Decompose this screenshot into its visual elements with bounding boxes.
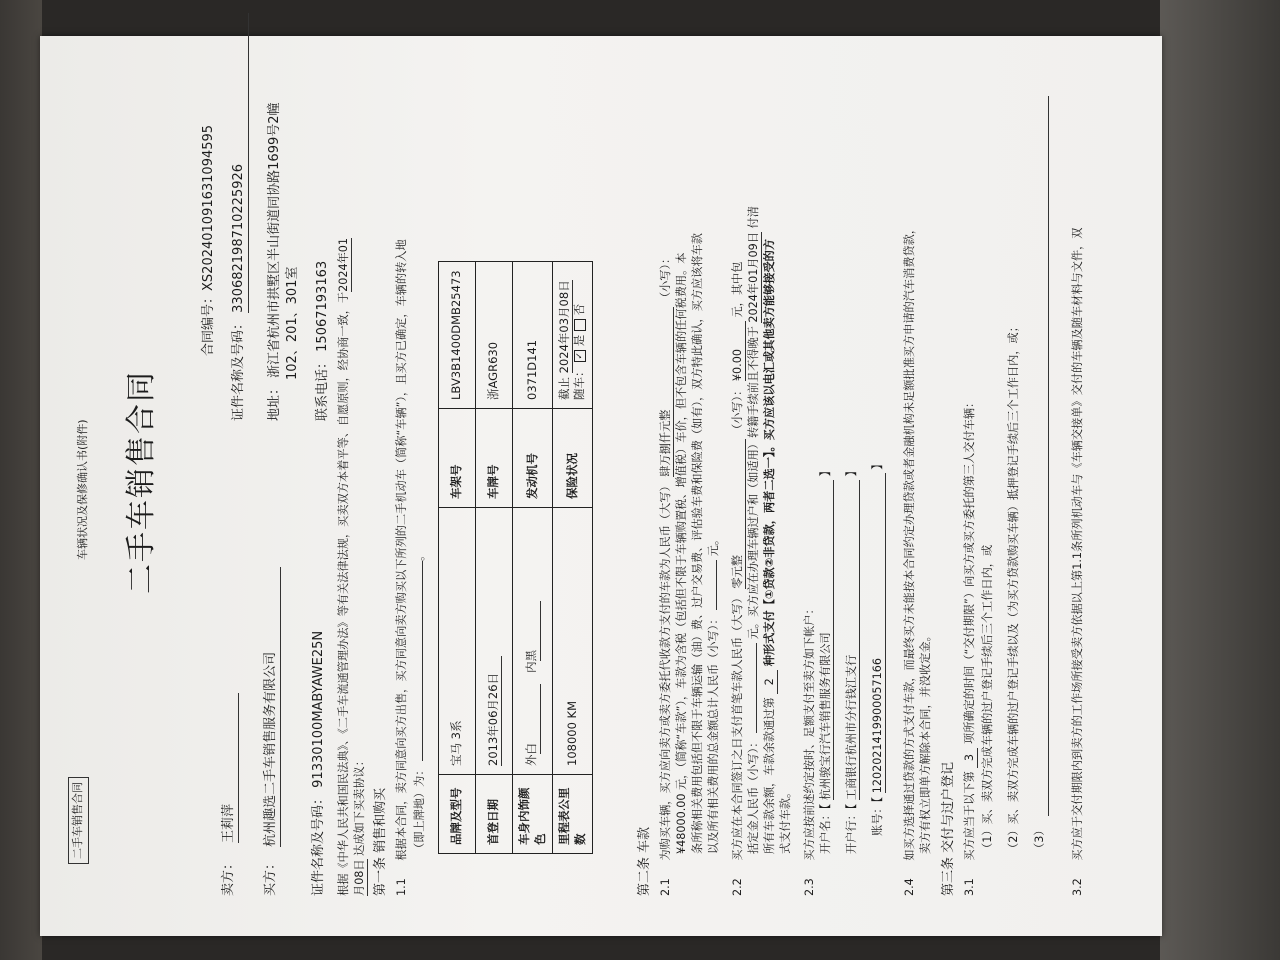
clause-3-1-text1a: 买方应当于以下第 <box>963 771 976 861</box>
account-name-row <box>818 465 834 854</box>
seller-addr-line1: 浙江省杭州市拱墅区半山街道同协路1699号2幢 <box>267 102 282 378</box>
checkbox-checked-icon[interactable]: ✓ <box>574 350 586 362</box>
clause-1-1-line1: 根据本合同，卖方同意向买方出售，买方同意向卖方购买以下所列的二手机动车（简称“车辆”），且买方已确定，车辆的转入地 <box>395 239 408 861</box>
clause-2-4-line2: 卖方有权立即单方解除本合同，并没收定金。 <box>919 630 932 854</box>
clause-2-2-text3b: 种形式支付【①贷款②非贷款，两者二选一】。买方应该以电汇或其他卖方能够接受的方 <box>763 238 776 667</box>
insurance-until-label: 截止 <box>557 377 572 400</box>
clause-3-1-item3 <box>1032 825 1047 855</box>
clause-2-2-line2 <box>746 206 762 854</box>
color-label: 车身内饰颜色 <box>513 775 553 854</box>
account-bank-value: 工商银行杭州市分行钱江支行 <box>844 480 860 800</box>
first-payment-amount: ¥0.00 <box>730 321 746 381</box>
clause-2-2-text1: 买方应在本合同签订之日支付首笔车款人民币（大写） <box>731 592 744 861</box>
table-row <box>513 262 553 854</box>
table-row <box>476 262 513 854</box>
clause-3-1-line1 <box>962 397 978 896</box>
account-no-label: 账号：【 <box>871 796 884 836</box>
account-no-value: 1202021419900057166 <box>870 473 886 793</box>
ext-color-value: 白 <box>524 685 541 755</box>
insurance-date: 2024年03月08日 <box>557 280 572 374</box>
clause-3-1-text1b: 项所确定的时间（“交付期限”）向买方或买方委托的第三人交付车辆： <box>963 396 976 744</box>
account-name-label: 开户名：【 <box>819 803 832 854</box>
clause-2-1-no: 2.1 <box>659 878 672 896</box>
contract-document <box>40 36 1162 936</box>
seller-addr-label: 地址： <box>267 381 282 421</box>
clause-2-1-line1 <box>658 253 674 896</box>
checkbox-unchecked-icon[interactable] <box>574 319 586 331</box>
seller-id-label: 证件名称及号码： <box>231 316 246 421</box>
account-name-bracket: 】 <box>819 465 832 477</box>
seller-id-row <box>230 13 249 421</box>
insurance-no-label: 否 <box>572 303 587 316</box>
clause-2-2-text3a: 所有车款余额，车款余款通过第 <box>763 697 776 854</box>
clause-2-2-line3 <box>762 239 778 854</box>
buyer-id-row <box>310 631 328 896</box>
account-bank-row <box>844 465 860 854</box>
clause-2-1-text4-end: 元。 <box>707 533 720 557</box>
reg-date-text: 2013年06月26日 <box>486 656 503 766</box>
mileage-value: 108000 KM <box>553 508 593 775</box>
clause-1-1 <box>394 239 409 896</box>
contract-no-value: XS202401091631094595 <box>201 124 216 291</box>
vin-label: 车架号 <box>439 409 476 508</box>
preamble-date-part1: 2024年01 <box>336 238 352 292</box>
seller-phone-label: 联系电话： <box>315 355 330 421</box>
insurance-yes-label: 是 <box>572 334 587 347</box>
int-color-label: 内 <box>524 661 539 673</box>
clause-2-2-text1-mid: （小写）： <box>731 384 744 435</box>
color-value <box>513 508 553 775</box>
preamble-line1 <box>336 238 352 896</box>
preamble-line2 <box>352 755 368 896</box>
brand-value: 宝马 3系 <box>439 508 476 775</box>
delivery-option-number: 3 <box>962 748 978 768</box>
preamble-text: 根据《中华人民共和国民法典》、《二手车流通管理办法》等有关法律法规，买卖双方本着平等、自愿原则，经协商一致，于 <box>337 291 350 896</box>
transfer-location-field <box>422 561 423 761</box>
plate-value: 浙AGR630 <box>476 262 513 409</box>
clause-3-1-no: 3.1 <box>963 878 976 896</box>
article3-title: 第三条 交付与过户登记 <box>941 761 956 896</box>
clause-2-1-text1-end: （小写）： <box>659 252 672 304</box>
clause-2-3-no: 2.3 <box>803 878 816 896</box>
header-subtitle: 车辆状况及保修确认书(附件) <box>76 419 89 560</box>
clause-2-1-line2 <box>674 253 689 854</box>
clause-2-4-no: 2.4 <box>903 878 916 896</box>
seller-phone-row <box>314 261 332 421</box>
contract-no-label: 合同编号： <box>201 290 216 356</box>
article1-title: 第一条 销售和购买 <box>373 787 388 896</box>
clause-2-3-text1: 买方应按前述约定按时、足额支付至卖方如下帐户： <box>803 603 816 861</box>
buyer-id-value: 91330100MABYAWE25N <box>311 630 326 788</box>
background-right <box>1160 0 1280 960</box>
mileage-label: 里程表公里数 <box>553 775 593 854</box>
vin-value: LBV3B1400DMB25473 <box>439 262 476 409</box>
seller-phone-value: 15067193163 <box>315 260 330 352</box>
background-left <box>0 0 42 960</box>
clause-1-1-line2: （即上牌地）为： <box>413 764 426 854</box>
seller-id-value: 330682198710225926 <box>230 13 249 313</box>
first-payment-cn: 零元整 <box>730 439 746 589</box>
reg-date-label: 首登日期 <box>476 775 513 854</box>
clause-3-2-text1: 买方应于交付期限内到卖方的工作场所接受卖方依据以上第1.1条所列机动车与《车辆交接单》交付的车辆及随车材料与文件，双 <box>1071 227 1084 861</box>
clause-2-3-line1 <box>802 603 817 896</box>
clause-1-1-line2-row <box>412 550 427 854</box>
clause-2-2-text2-mid: 元。买方应在办理车辆过户和（如适用）转籍手续前且不得晚于 <box>747 326 760 640</box>
clause-2-2-text2: 括定金人民币（小写）： <box>747 736 760 854</box>
payment-deadline: 2024年01月09日 <box>746 232 762 323</box>
buyer-row <box>262 567 281 896</box>
seller-row <box>220 693 239 896</box>
account-no-row <box>870 459 886 836</box>
table-row <box>553 262 593 854</box>
article2-title: 第二条 车款 <box>637 826 652 896</box>
buyer-label: 买方： <box>263 856 278 896</box>
clause-2-1-line3: 条所称相关费用包括但不限于车辆运输（油）费、过户交易费、评估验车费和保险费（如有），双方特此确认，买方应该将车款 <box>691 233 704 854</box>
contract-no-row <box>200 125 218 356</box>
price-amount-cn: 肆万捌仟元整 <box>658 307 674 477</box>
clause-2-2-text1-end: 元，其中包 <box>731 261 744 318</box>
reg-date-value <box>476 508 513 775</box>
clause-2-2-no: 2.2 <box>731 878 744 896</box>
engine-label: 发动机号 <box>513 409 553 508</box>
clause-2-2-line4: 式支付车款。 <box>779 786 792 854</box>
table-row <box>439 262 476 854</box>
clause-3-2-no: 3.2 <box>1071 878 1084 896</box>
total-amount-field <box>716 560 717 610</box>
clause-2-1-text2: 元，（简称“车款”），车款为含税（包括但不限于车辆购置税、增值税）车价，但不包含车辆的任何税费用。本 <box>675 252 688 790</box>
ext-color-label: 外 <box>524 754 539 766</box>
int-color-value: 黑 <box>524 601 541 661</box>
clause-3-1-item2: （2）买、卖双方完成车辆的过户登记手续以及（为买方贷款购买车辆）抵押登记手续后三个工作日内，或； <box>1007 321 1020 854</box>
blank-line <box>1048 96 1049 816</box>
insurance-value <box>553 262 593 409</box>
clause-2-4-line1 <box>902 223 917 896</box>
page-title: 二手车销售合同 <box>124 370 159 594</box>
clause-3-2-line1 <box>1070 228 1085 896</box>
header-tag: 二手车销售合同 <box>68 777 89 864</box>
clause-2-4-text1: 如买方选择通过贷款的方式支付车款，而最终买方未能按本合同约定办理贷款或者金融机构未足额批准买方申请的汽车消费贷款， <box>903 222 916 861</box>
brand-label: 品牌及型号 <box>439 775 476 854</box>
clause-1-1-dot: 。 <box>413 549 426 561</box>
seller-addr-line2: 102、201、301室 <box>285 266 300 380</box>
insurance-label: 保险状况 <box>553 409 593 508</box>
engine-value: 0371D141 <box>513 262 553 409</box>
insurance-follow-label: 随车： <box>572 365 587 400</box>
deposit-field <box>756 643 757 733</box>
vehicle-table <box>438 261 593 854</box>
buyer-id-label: 证件名称及号码： <box>311 791 326 896</box>
clause-2-2-text2-end: 付清 <box>747 206 760 229</box>
price-amount: ¥48000.00 <box>675 793 688 854</box>
clause-3-1-item3-label: （3） <box>1033 824 1046 854</box>
buyer-name: 杭州趣选二手车销售服务有限公司 <box>262 567 281 847</box>
clause-2-1-text1: 为购买车辆，买方应向卖方或卖方委托代收款方支付的车款为人民币（大写） <box>659 480 672 861</box>
seller-name: 王莉萍 <box>220 693 239 843</box>
clause-2-1-text4: 以及所有相关费用的总金额总计人民币（小写）： <box>707 613 720 854</box>
plate-label: 车牌号 <box>476 409 513 508</box>
account-name-value: 杭州骏宝行汽车销售服务有限公司 <box>818 480 834 800</box>
clause-1-1-no: 1.1 <box>395 878 408 896</box>
preamble-rest: 达成如下买卖协议： <box>353 755 366 856</box>
seller-addr-row <box>266 102 284 421</box>
clause-2-2-line1 <box>730 262 746 896</box>
payment-method-number: 2 <box>762 670 778 694</box>
seller-label: 卖方： <box>221 856 236 896</box>
preamble-date-part2: 月08日 <box>352 859 368 896</box>
clause-2-1-line4 <box>706 534 721 854</box>
account-bank-label: 开户行：【 <box>845 803 858 854</box>
account-bank-bracket: 】 <box>845 465 858 477</box>
clause-3-1-item1: （1）买、卖双方完成车辆的过户登记手续后三个工作日内，或 <box>981 544 994 854</box>
account-no-bracket: 】 <box>871 458 884 470</box>
